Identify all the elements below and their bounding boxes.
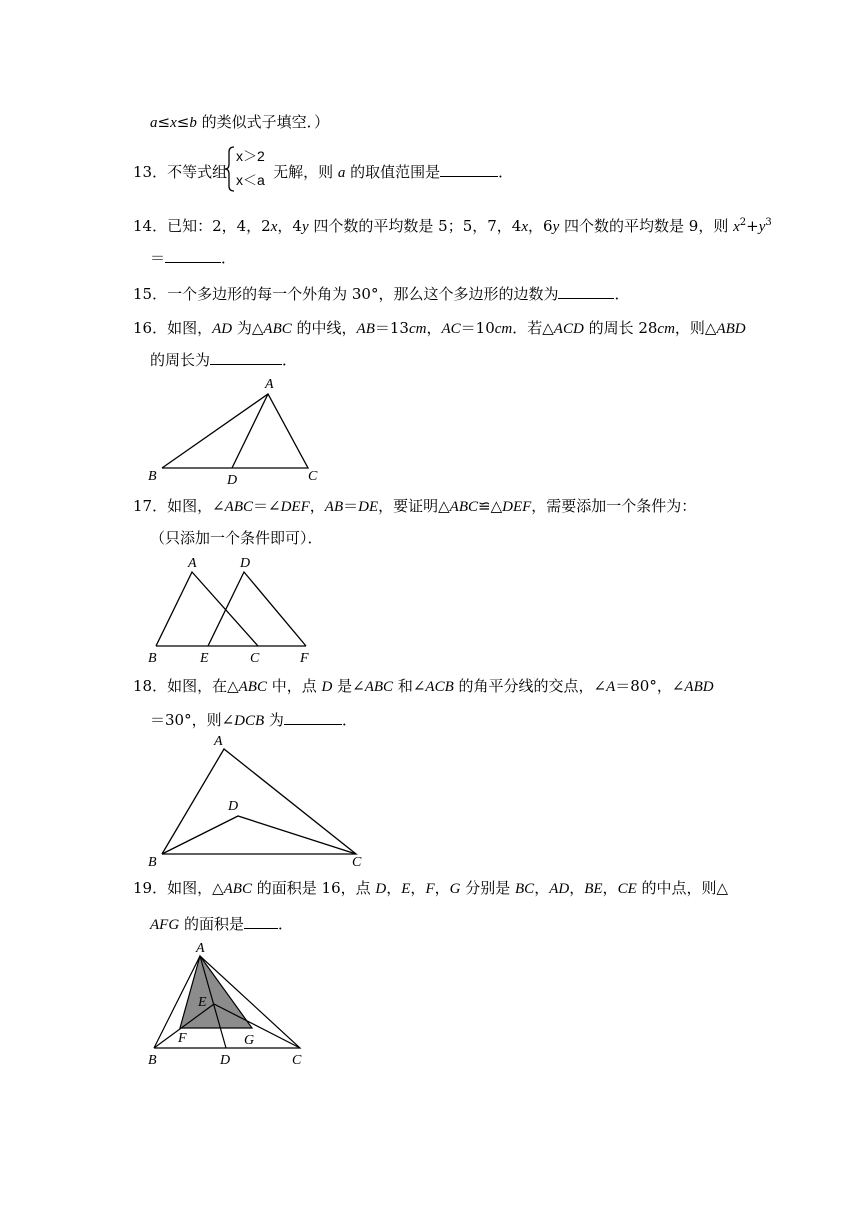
q16-text: ，则△ xyxy=(674,319,717,337)
q19-figure xyxy=(144,938,310,1070)
q15-line xyxy=(133,284,629,304)
label-a: A xyxy=(188,556,197,571)
segment-name: DE xyxy=(358,499,379,515)
plus-sign: + xyxy=(746,217,759,235)
q14-text: ，6 xyxy=(528,217,553,235)
triangle-name: ACD xyxy=(553,321,584,337)
q16-text: 的中线， xyxy=(291,319,357,337)
answer-blank[interactable] xyxy=(210,350,282,365)
q16-text: ＝10 xyxy=(460,319,495,337)
q19-text: ， xyxy=(386,879,402,897)
label-b: B xyxy=(148,651,157,666)
q17-text: ，需要添加一个条件为： xyxy=(531,497,697,515)
var-y: y xyxy=(758,219,766,235)
segment-name: AD xyxy=(212,321,233,337)
question-number: 15． xyxy=(133,285,168,303)
label-f: F xyxy=(300,651,309,666)
point-name: D xyxy=(321,679,333,695)
q18-line2 xyxy=(150,710,357,731)
q18-text: ＝80°，∠ xyxy=(615,677,685,695)
angle-name: DCB xyxy=(234,713,265,729)
q13-text-mid: 无解，则 xyxy=(273,163,338,181)
point-name: E xyxy=(401,881,411,897)
q16-text: ＝13 xyxy=(374,319,409,337)
q16-text: 为△ xyxy=(232,319,264,337)
question-number: 16． xyxy=(133,319,168,337)
q13-text-pre: 不等式组 xyxy=(167,163,228,181)
period: ． xyxy=(221,249,237,267)
segment-name: AB xyxy=(324,499,344,515)
q14-line2 xyxy=(150,248,236,268)
label-c: C xyxy=(292,1053,302,1068)
label-d: D xyxy=(228,799,239,814)
q13-text-post: 的取值范围是 xyxy=(345,163,441,181)
label-a: A xyxy=(196,941,205,956)
q19-text: ， xyxy=(410,879,426,897)
triangle-name: ABC xyxy=(263,321,292,337)
period: ． xyxy=(614,285,630,303)
q17-text: ， xyxy=(309,497,325,515)
triangle-abc xyxy=(162,749,356,854)
var-y: y xyxy=(552,219,560,235)
angle-name: DEF xyxy=(280,499,310,515)
equals-sign: ＝ xyxy=(150,249,166,267)
triangle-name: ABD xyxy=(716,321,746,337)
unit: cm xyxy=(657,321,675,337)
q18-text: 是∠ xyxy=(332,677,365,695)
label-c: C xyxy=(308,469,318,484)
question-number: 17． xyxy=(133,497,168,515)
label-e: E xyxy=(198,995,207,1010)
label-b: B xyxy=(148,469,157,484)
q16-text: 的周长 28 xyxy=(583,319,658,337)
period: ． xyxy=(498,163,514,181)
point-name: F xyxy=(425,881,435,897)
label-c: C xyxy=(352,855,362,868)
q16-text: ．若△ xyxy=(512,319,554,337)
label-g: G xyxy=(244,1033,255,1048)
q17-figure xyxy=(144,554,324,666)
segment-name: AD xyxy=(549,881,570,897)
q19-text: ， xyxy=(569,879,585,897)
q19-text: 的面积是 xyxy=(179,915,244,933)
answer-blank[interactable] xyxy=(284,710,342,725)
answer-blank[interactable] xyxy=(558,284,614,299)
q14-line1 xyxy=(133,213,772,237)
triangle-name: DEF xyxy=(502,499,532,515)
q16-line2 xyxy=(150,350,297,370)
le-sign: ≤ xyxy=(176,113,190,131)
q14-text: 已知：2，4，2 xyxy=(167,217,271,235)
question-number: 18． xyxy=(133,677,168,695)
q18-line1 xyxy=(133,676,714,697)
left-brace-icon xyxy=(224,146,236,192)
triangle-name: AFG xyxy=(150,917,180,933)
segment-name: AC xyxy=(441,321,461,337)
q18-text: 的角平分线的交点，∠ xyxy=(453,677,607,695)
inequality-system xyxy=(224,146,272,192)
angle-name: A xyxy=(606,679,616,695)
var-x: x xyxy=(733,219,740,235)
angle-name: ABC xyxy=(224,499,254,515)
triangle-name: ABC xyxy=(449,499,479,515)
label-d: D xyxy=(227,473,238,488)
q19-line2 xyxy=(150,914,293,935)
q17-text: ＝∠ xyxy=(253,497,281,515)
question-number: 13． xyxy=(133,163,168,181)
exponent: 3 xyxy=(765,217,772,228)
label-c: C xyxy=(250,651,260,666)
var-x: x xyxy=(521,219,529,235)
q19-text: ， xyxy=(434,879,450,897)
q19-text: ， xyxy=(602,879,618,897)
segment-name: AB xyxy=(356,321,375,337)
q17-text: ，要证明△ xyxy=(378,497,450,515)
median-ad xyxy=(232,394,268,468)
segment-name: BE xyxy=(584,881,603,897)
q17-text: ≌△ xyxy=(478,497,503,515)
q14-text: 四个数的平均数是 9，则 xyxy=(559,217,734,235)
period: ． xyxy=(282,351,298,369)
triangle-def xyxy=(208,572,306,646)
point-name: G xyxy=(449,881,461,897)
q14-text: 四个数的平均数是 5；5，7，4 xyxy=(308,217,522,235)
triangle-abc xyxy=(162,394,308,468)
le-sign: ≤ xyxy=(157,113,171,131)
inequality-2: x＜a xyxy=(236,172,265,188)
var-a: a xyxy=(150,115,158,131)
label-a: A xyxy=(214,734,223,749)
q13-line xyxy=(133,162,513,183)
q16-text: ， xyxy=(426,319,442,337)
triangle-name: ABC xyxy=(223,881,252,897)
q17-line1 xyxy=(133,496,696,517)
exponent: 2 xyxy=(739,217,747,228)
q12-tail-text: 的类似式子填空．） xyxy=(196,113,330,131)
q16-figure xyxy=(148,374,324,488)
q19-line1 xyxy=(133,878,728,899)
q17-text: ＝ xyxy=(343,497,359,515)
q18-text: 和∠ xyxy=(393,677,426,695)
answer-blank[interactable] xyxy=(440,162,498,177)
question-number: 14． xyxy=(133,217,168,235)
unit: cm xyxy=(494,321,513,337)
q16-line1 xyxy=(133,318,746,339)
q19-text: 的面积是 16，点 xyxy=(251,879,376,897)
segment-name: BC xyxy=(515,881,535,897)
segment-name: CE xyxy=(617,881,637,897)
var-x: x xyxy=(170,115,177,131)
q17-line2 xyxy=(150,528,323,548)
q19-text: 的中点，则△ xyxy=(636,879,729,897)
q12-tail-line xyxy=(150,112,329,133)
q14-text: ，4 xyxy=(277,217,302,235)
q16-text: 如图， xyxy=(167,319,213,337)
var-b: b xyxy=(189,115,197,131)
unit: cm xyxy=(408,321,427,337)
bisectors-bd-cd xyxy=(162,816,356,854)
q19-text: 分别是 xyxy=(460,879,516,897)
label-b: B xyxy=(148,1053,157,1068)
period: ． xyxy=(341,711,357,729)
q18-text: 中，点 xyxy=(266,677,322,695)
q18-text: 如图，在△ xyxy=(167,677,239,695)
label-f: F xyxy=(178,1031,187,1046)
q17-text: （只添加一个条件即可）． xyxy=(150,529,323,547)
q15-text: 一个多边形的每一个外角为 30°，那么这个多边形的边数为 xyxy=(167,285,559,303)
answer-blank[interactable] xyxy=(244,914,278,929)
var-x: x xyxy=(270,219,278,235)
point-name: D xyxy=(375,881,387,897)
q19-text: ， xyxy=(534,879,550,897)
label-b: B xyxy=(148,855,157,868)
q16-text: 的周长为 xyxy=(150,351,211,369)
q17-text: 如图，∠ xyxy=(167,497,225,515)
q18-text: ＝30°，则∠ xyxy=(150,711,235,729)
label-d: D xyxy=(240,556,251,571)
label-e: E xyxy=(200,651,209,666)
q18-text: 为 xyxy=(264,711,284,729)
inequality-1: x＞2 xyxy=(236,148,265,164)
label-a: A xyxy=(265,377,274,392)
question-number: 19． xyxy=(133,879,168,897)
var-y: y xyxy=(301,219,309,235)
angle-name: ABD xyxy=(684,679,714,695)
angle-name: ABC xyxy=(364,679,394,695)
answer-blank[interactable] xyxy=(165,248,221,263)
triangle-name: ABC xyxy=(238,679,267,695)
q18-figure xyxy=(146,732,368,868)
triangle-abc xyxy=(156,572,258,646)
label-d: D xyxy=(220,1053,231,1068)
q19-text: 如图，△ xyxy=(167,879,224,897)
var-a: a xyxy=(337,165,346,181)
shaded-triangle-afg xyxy=(180,956,252,1028)
period: ． xyxy=(277,915,293,933)
angle-name: ACB xyxy=(425,679,454,695)
